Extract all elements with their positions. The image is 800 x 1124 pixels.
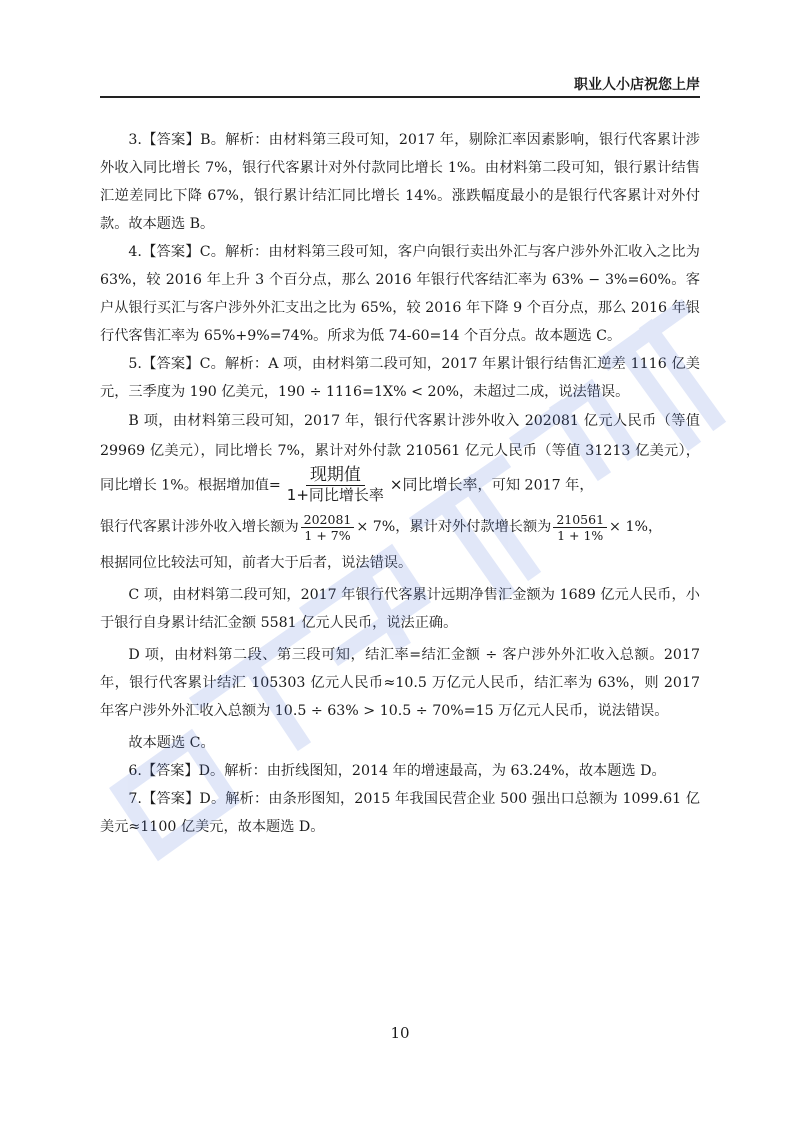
income-fraction-num: 202081 — [301, 512, 355, 528]
payment-fraction-den: 1 + 1% — [557, 527, 604, 543]
page-number: 10 — [390, 1024, 410, 1042]
formula-tail: ×同比增长率 — [389, 475, 478, 494]
option-c: C 项，由材料第二段可知，2017 年银行代客累计远期净售汇金额为 1689 亿元人民币，小于银行自身累计结汇金额 5581 亿元人民币，说法正确。 — [100, 587, 700, 631]
payment-fraction-num: 210561 — [553, 512, 607, 528]
answer-5-conclusion: 故本题选 C。 — [128, 735, 215, 751]
option-d: D 项，由材料第二段、第三段可知，结汇率=结汇金额 ÷ 客户涉外外汇收入总额。2017 年，银行代客累计结汇 105303 亿元人民币≈10.5 万亿元人民币，结汇率为 63%，则 2017 年客户涉外外汇收入总额为 10.5 ÷ 63% > 10.5 ÷ 70%=15 万亿元人民币，说法错误。 — [100, 647, 700, 719]
header-rule — [100, 96, 700, 98]
formula-denominator: 1+同比增长率 — [286, 486, 384, 504]
option-b-text-end: ，可知 2017 年， — [477, 477, 594, 494]
answer-5: 5.【答案】C。解析：A 项，由材料第二段可知，2017 年累计银行结售汇逆差 1116 亿美元，三季度为 190 亿美元，190 ÷ 1116=1X% < 20%，未超过二成，说法错误。 — [100, 356, 700, 400]
income-fraction-den: 1 + 7% — [304, 527, 351, 543]
option-b-part1 — [100, 406, 700, 505]
option-b-part2 — [100, 505, 700, 549]
growth-formula — [283, 466, 388, 505]
option-b-text: B 项，由材料第三段可知，2017 年，银行代客累计涉外收入 202081 亿元人民币（等值 29969 亿美元），同比增长 7%，累计对外付款 210561 亿元人民币（等值 31213 亿美元），同比增长 1%。根据增加值= — [100, 413, 700, 494]
answer-6: 6.【答案】D。解析：由折线图知，2014 年的增速最高，为 63.24%，故本题选 D。 — [128, 763, 666, 779]
answer-4: 4.【答案】C。解析：由材料第三段可知，客户向银行卖出外汇与客户涉外外汇收入之比为 63%，较 2016 年上升 3 个百分点，那么 2016 年银行代客结汇率为 63% − 3%=60%。客户从银行买汇与客户涉外外汇支出之比为 65%，较 2016 年下降 9 个百分点，那么 2016 年银行代客售汇率为 65%+9%=74%。所求为低 74-60=14 个百分点。故本题选 C。 — [100, 244, 700, 344]
answer-7: 7.【答案】D。解析：由条形图知，2015 年我国民营企业 500 强出口总额为 1099.61 亿美元≈1100 亿美元，故本题选 D。 — [100, 791, 700, 835]
payment-fraction — [553, 512, 607, 543]
payment-growth-text: × 7%，累计对外付款增长额为 — [356, 519, 552, 535]
income-fraction — [301, 512, 355, 543]
answer-3: 3.【答案】B。解析：由材料第三段可知，2017 年，剔除汇率因素影响，银行代客累计涉外收入同比增长 7%，银行代客累计对外付款同比增长 1%。由材料第二段可知，银行累计结售汇逆差同比下降 67%，银行累计结汇同比增长 14%。涨跌幅度最小的是银行代客累计对外付款。故本题选 B。 — [100, 132, 700, 232]
payment-growth-end: × 1%， — [609, 519, 663, 535]
income-growth-text: 银行代客累计涉外收入增长额为 — [100, 519, 299, 535]
page-content — [100, 126, 700, 841]
option-b-part3: 根据同位比较法可知，前者大于后者，说法错误。 — [100, 555, 413, 571]
formula-numerator: 现期值 — [306, 466, 365, 486]
page-header: 职业人小店祝您上岸 — [574, 77, 700, 93]
